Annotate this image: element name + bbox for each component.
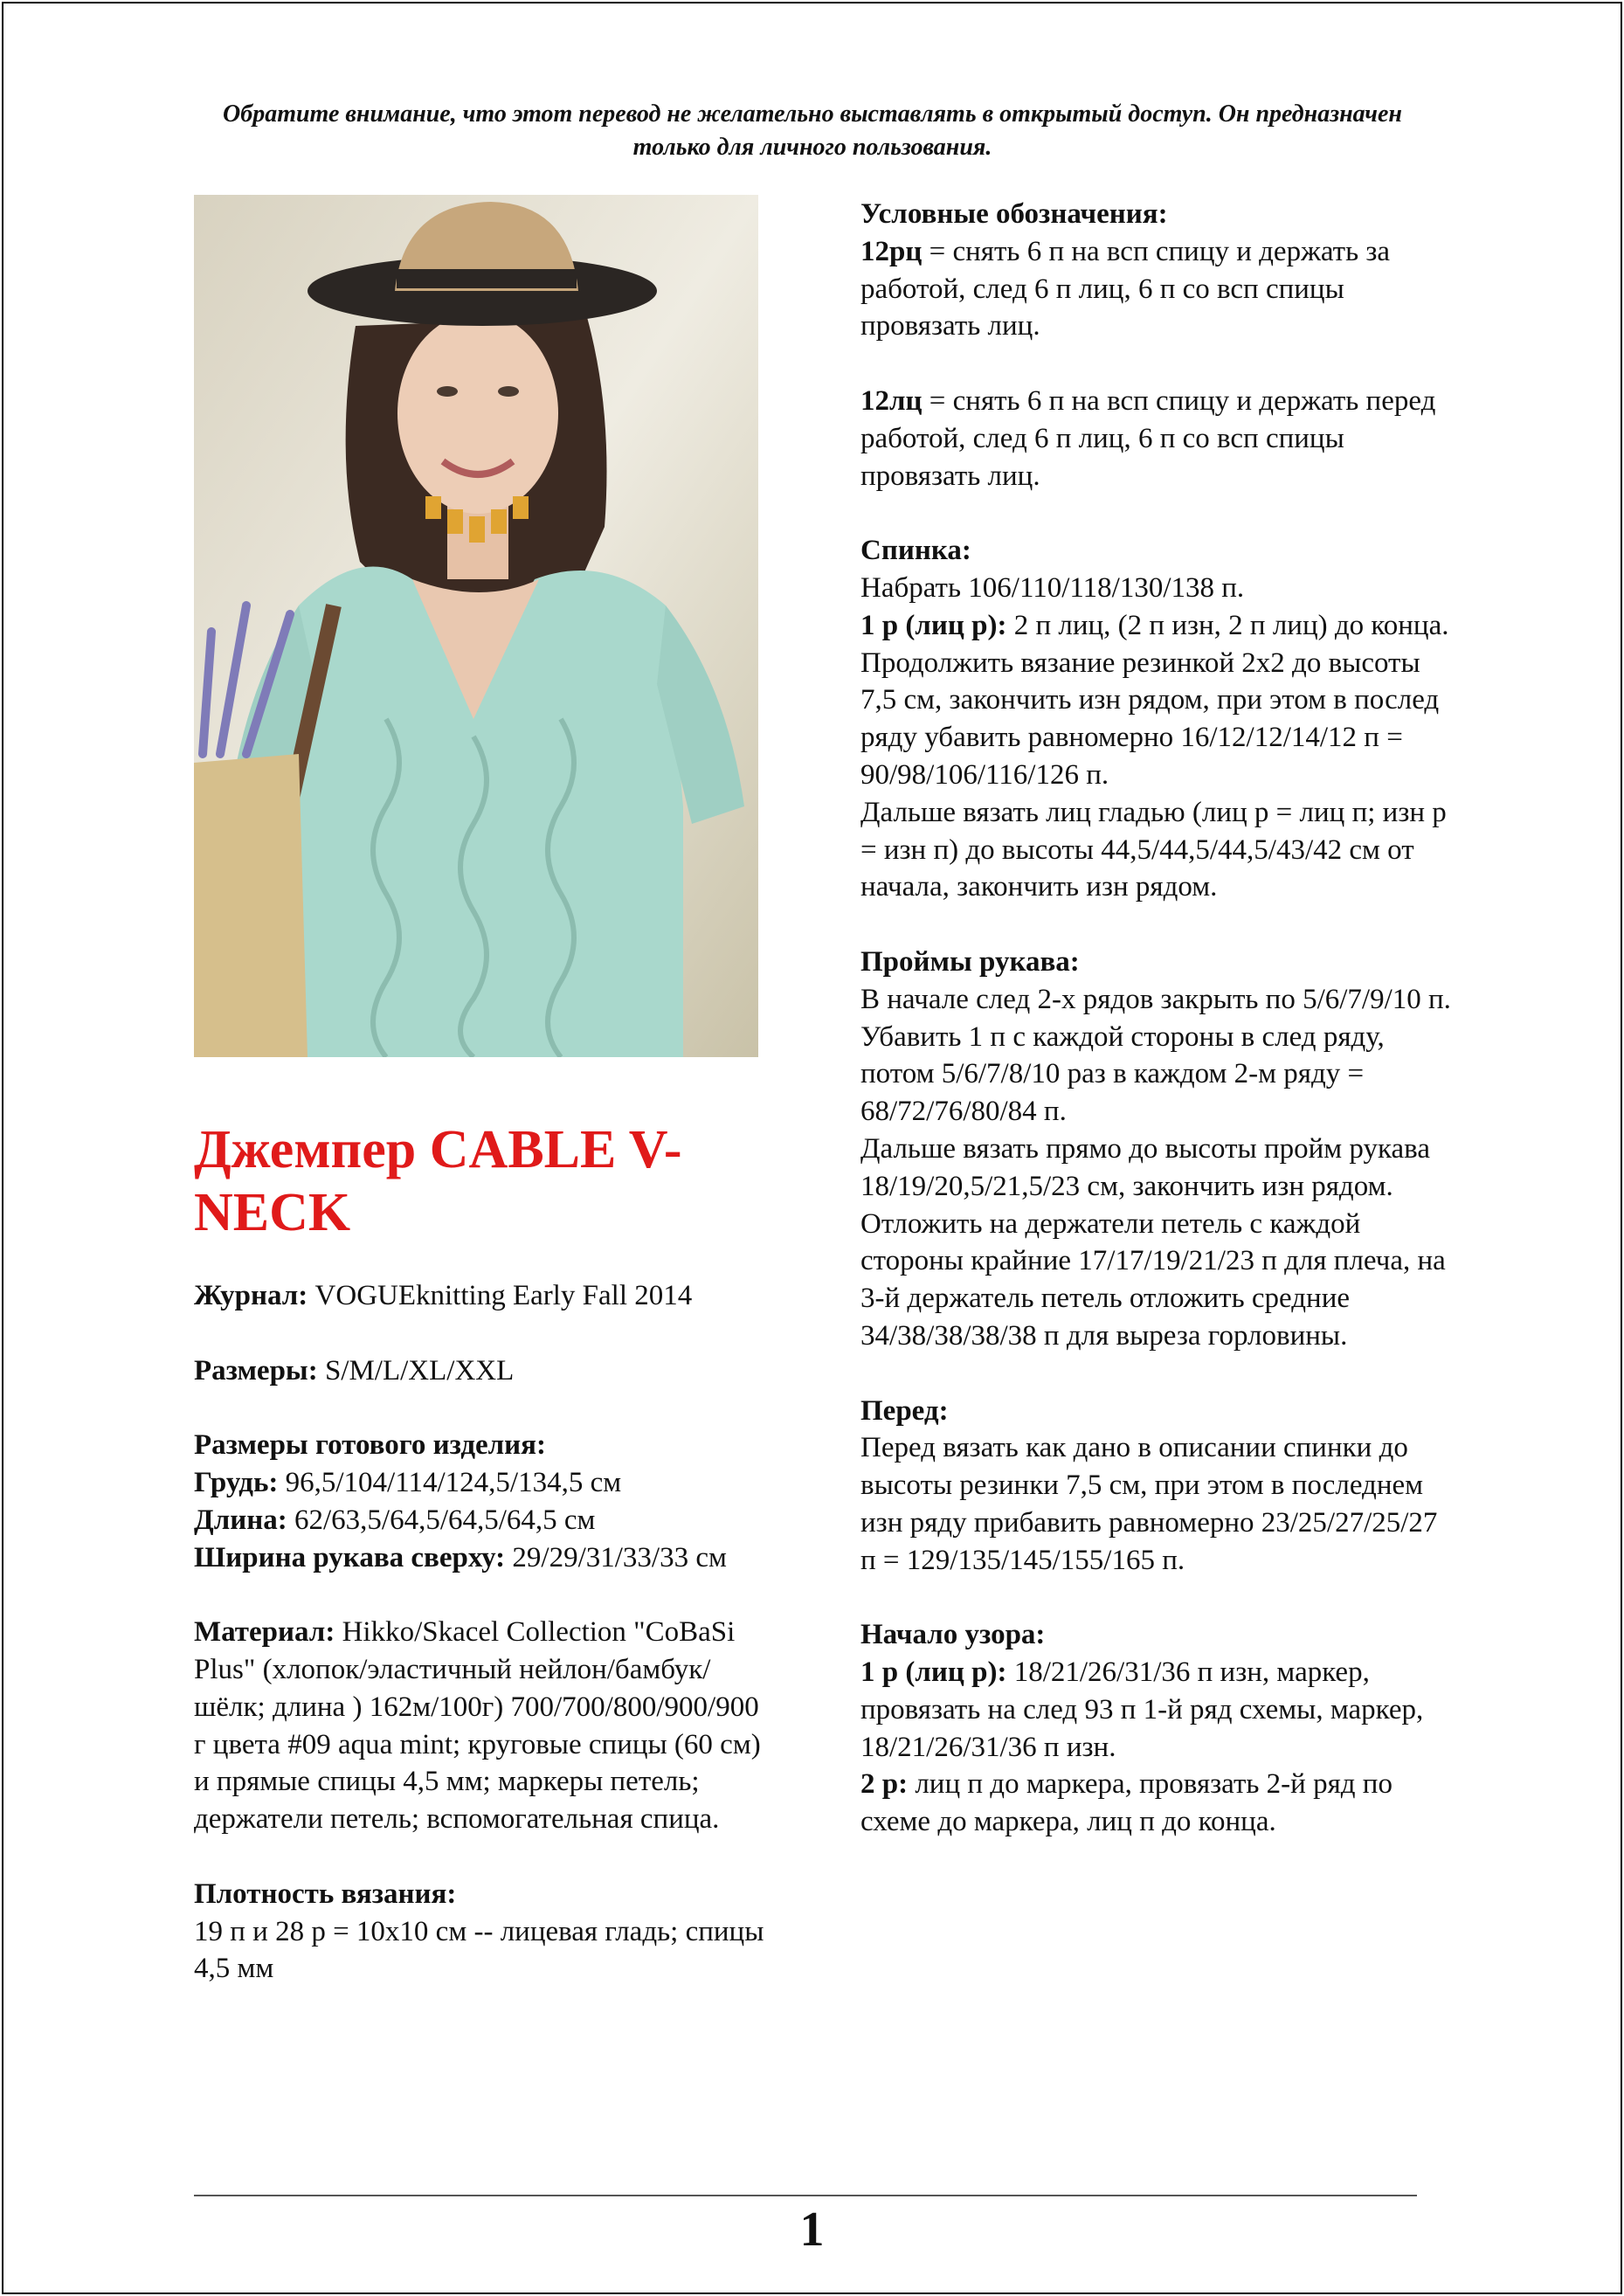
legend-heading: Условные обозначения: — [860, 198, 1168, 230]
back-row1-line — [860, 607, 1455, 645]
armhole-text: В начале след 2-х рядов закрыть по 5/6/7/9/10 п. Убавить 1 п с каждой стороны в след ряду, потом 5/6/7/8/10 раз в каждом 2-м ряду = 68/72/76/80/84 п. — [860, 983, 1451, 1128]
finished-heading: Размеры готового изделия: — [194, 1429, 547, 1462]
left-column — [194, 1277, 771, 1988]
rc12-label: 12рц — [860, 235, 923, 267]
lc12-value: = снять 6 п на всп спицу и держать перед работой, след 6 п лиц, 6 п со всп спицы провязать лиц. — [860, 384, 1436, 492]
right-column — [860, 196, 1455, 1841]
front-text: Перед вязать как дано в описании спинки до высоты резинки 7,5 см, при этом в последнем изн ряду прибавить равномерно 23/25/27/25/27 п = 129/135/145/155/165 п. — [860, 1432, 1438, 1576]
lc12-label: 12лц — [860, 384, 923, 417]
pattern-row1-label: 1 р (лиц р): — [860, 1656, 1007, 1689]
material-value: Hikko/Skacel Collection "CoBaSi Plus" (хлопок/эластичный нейлон/бамбук/шёлк; длина ) 162м/100г) 700/700/800/900/900 г цвета #09 aqua mint; круговые спицы (60 см) и прямые спицы 4,5 мм; маркеры петель; держатели петель; вспомогательная спица. — [194, 1616, 761, 1836]
back-cast-on: Набрать 106/110/118/130/138 п. — [860, 571, 1245, 604]
back-heading: Спинка: — [860, 535, 971, 567]
footer-divider — [194, 2195, 1417, 2196]
journal-value: VOGUEknitting Early Fall 2014 — [308, 1280, 693, 1311]
back-stockinette: Дальше вязать лиц гладью (лиц р = лиц п; изн р = изн п) до высоты 44,5/44,5/44,5/43/42 см от начала, закончить изн рядом. — [860, 796, 1447, 903]
sizes-label: Размеры: — [194, 1354, 318, 1387]
gauge-heading: Плотность вязания: — [194, 1878, 457, 1910]
length-value: 62/63,5/64,5/64,5/64,5 см — [287, 1504, 596, 1536]
back-rib: Продолжить вязание резинкой 2x2 до высоты 7,5 см, закончить изн рядом, при этом в послед ряду убавить равномерно 16/12/12/14/12 п = 90/98/106/116/126 п. — [860, 647, 1440, 791]
back-row1-label: 1 р (лиц р): — [860, 609, 1007, 641]
sleeve-line — [194, 1539, 771, 1577]
sleeve-label: Ширина рукава сверху: — [194, 1541, 506, 1573]
page-number: 1 — [799, 2203, 825, 2257]
gauge-value: 19 п и 28 р = 10x10 см -- лицевая гладь; спицы 4,5 мм — [194, 1915, 764, 1985]
usage-notice: Обратите внимание, что этот перевод не желательно выставлять в открытый доступ. Он предназначен только для личного пользования. — [223, 100, 1402, 161]
rc12-line — [860, 233, 1455, 345]
material-label: Материал: — [194, 1616, 335, 1649]
front-heading: Перед: — [860, 1394, 949, 1427]
armhole-heading: Проймы рукава: — [860, 945, 1080, 978]
journal-line — [194, 1277, 771, 1315]
journal-label: Журнал: — [194, 1280, 308, 1311]
sizes-line — [194, 1352, 771, 1390]
sizes-value: S/M/L/XL/XXL — [317, 1354, 515, 1387]
model-photo — [194, 195, 758, 1057]
pattern-heading: Начало узора: — [860, 1619, 1046, 1651]
chest-label: Грудь: — [194, 1466, 279, 1498]
rc12-value: = снять 6 п на всп спицу и держать за работой, след 6 п лиц, 6 п со всп спицы провязать лиц. — [860, 235, 1391, 342]
chest-value: 96,5/104/114/124,5/134,5 см — [278, 1466, 622, 1498]
back-row1-value: 2 п лиц, (2 п изн, 2 п лиц) до конца. — [1006, 609, 1449, 641]
armhole-straight: Дальше вязать прямо до высоты пройм рукава 18/19/20,5/21,5/23 см, закончить изн рядом. — [860, 1132, 1430, 1202]
armhole-holders: Отложить на держатели петель с каждой стороны крайние 17/17/19/21/23 п для плеча, на 3-й держатель петель отложить средние 34/38/38/38/38 п для выреза горловины. — [860, 1207, 1446, 1352]
pattern-row1-value: 18/21/26/31/36 п изн, маркер, провязать на след 93 п 1-й ряд схемы, маркер, 18/21/26/31/36 п изн. — [860, 1656, 1424, 1763]
length-line — [194, 1502, 771, 1539]
length-label: Длина: — [194, 1504, 287, 1536]
lc12-line — [860, 383, 1455, 494]
pattern-title: Джемпер CABLE V-NECK — [194, 1120, 682, 1242]
sleeve-value: 29/29/31/33/33 см — [505, 1541, 727, 1573]
chest-line — [194, 1464, 771, 1502]
pattern-row1-line — [860, 1654, 1455, 1766]
pattern-row2-label: 2 р: — [860, 1768, 909, 1801]
pattern-row2-line — [860, 1766, 1455, 1841]
pattern-row2-value: лиц п до маркера, провязать 2-й ряд по схеме до маркера, лиц п до конца. — [860, 1768, 1392, 1838]
material-line — [194, 1614, 771, 1838]
